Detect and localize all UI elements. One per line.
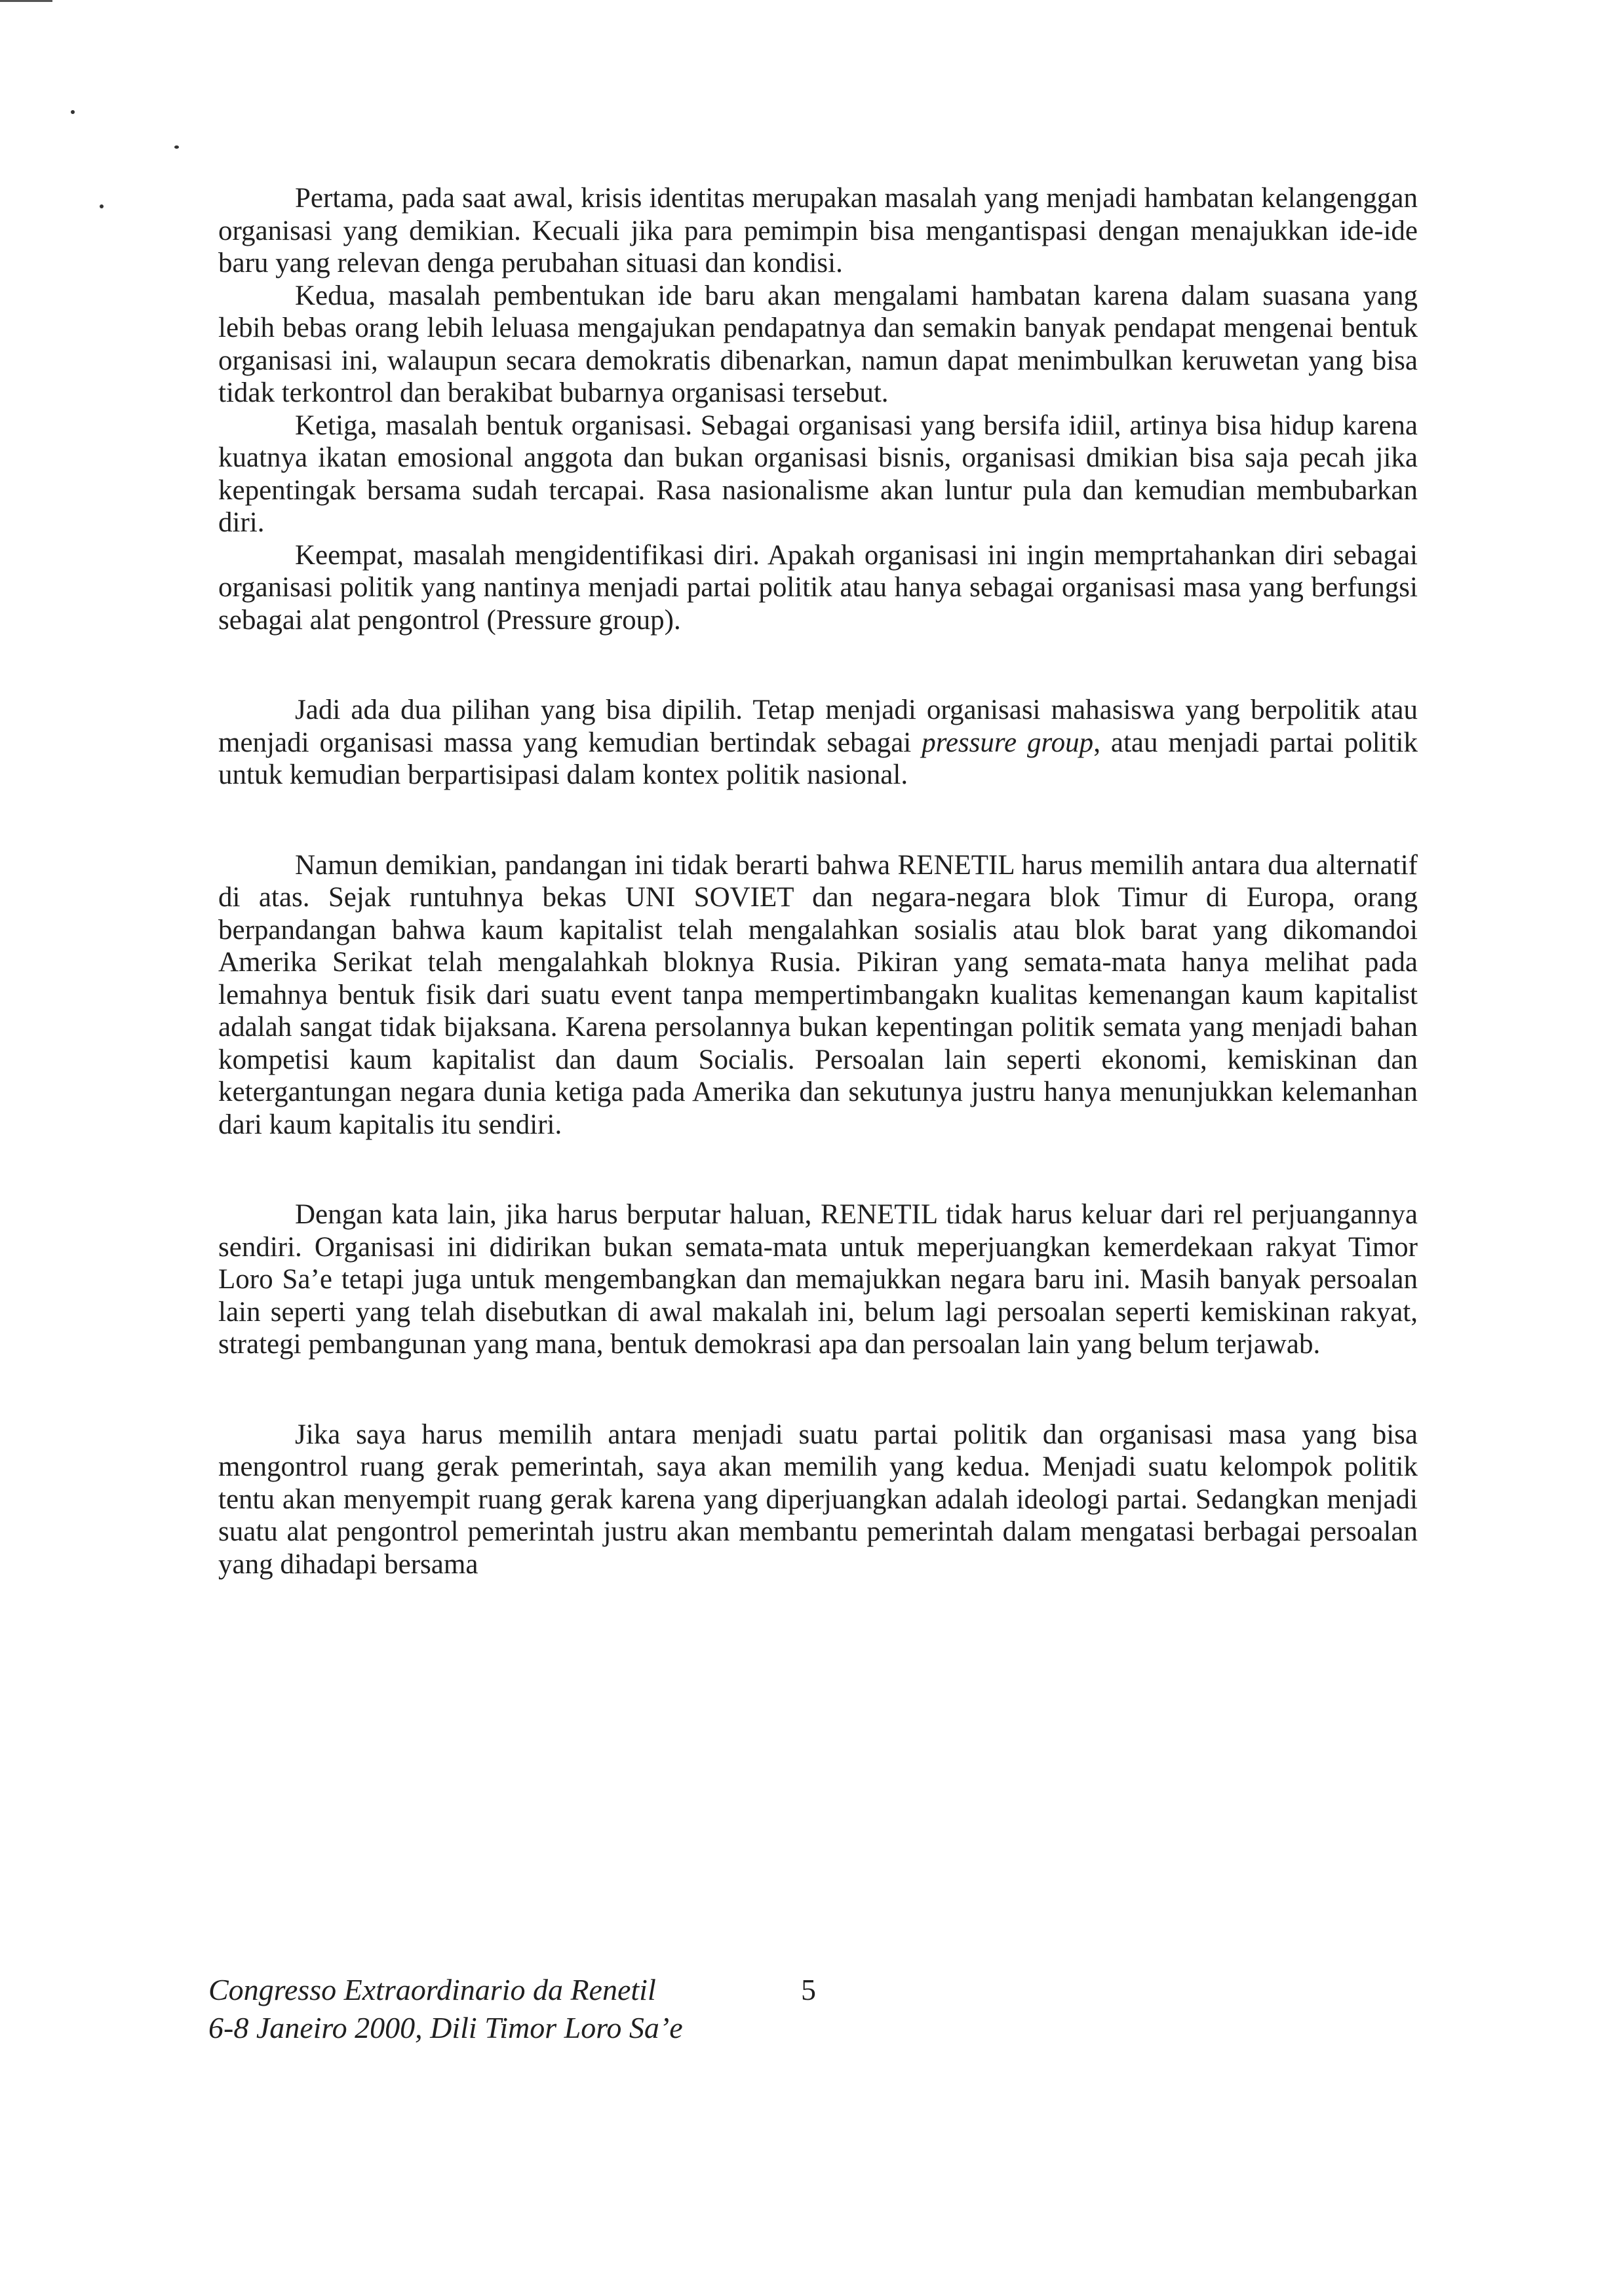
paragraph-pertama: Pertama, pada saat awal, krisis identitas merupakan masalah yang menjadi hambatan kelangenggan organisasi yang demikian. Kecuali jika para pemimpin bisa mengantispasi dengan menajukkan ide-ide baru yang relevan denga perubahan situasi dan kondisi. [218, 183, 1418, 278]
scan-dot [71, 110, 75, 114]
paragraph-keempat: Keempat, masalah mengidentifikasi diri. Apakah organisasi ini ingin memprtahankan diri sebagai organisasi politik yang nantinya menjadi partai politik atau hanya sebagai organisasi masa yang berfungsi sebagai alat pengontrol (Pressure group). [218, 539, 1418, 636]
scan-dot [174, 145, 179, 149]
scan-edge-mark [0, 0, 52, 2]
paragraph-namun: Namun demikian, pandangan ini tidak berarti bahwa RENETIL harus memilih antara dua alternatif di atas. Sejak runtuhnya bekas UNI SOVIET dan negara-negara blok Timur di Europa, orang berpandangan bahwa kaum kapitalist telah mengalahkan sosialis atau blok barat yang dikomandoi Amerika Serikat telah mengalahkah bloknya Rusia. Pikiran yang semata-mata hanya melihat pada lemahnya bentuk fisik dari suatu event tanpa mempertimbangakn kualitas kemenangan kaum kapitalist adalah sangat tidak bijaksana. Karena persolannya bukan kepentingan politik semata yang menjadi bahan kompetisi kaum kapitalist dan daum Socialis. Persoalan lain seperti ekonomi, kemiskinan dan ketergantungan negara dunia ketiga pada Amerika dan sekutunya justru hanya menunjukkan kelemanhan dari kaum kapitalis itu sendiri. [218, 849, 1418, 1140]
footer [208, 1971, 864, 2047]
footer-event-title: Congresso Extraordinario da Renetil [208, 1973, 656, 2006]
paragraph-ketiga: Ketiga, masalah bentuk organisasi. Sebagai organisasi yang bersifa idiil, artinya bisa hidup karena kuatnya ikatan emosional anggota dan bukan organisasi bisnis, organisasi dmikian bisa saja pecah jika kepentingak bersama sudah tercapai. Rasa nasionalisme akan luntur pula dan kemudian membubarkan diri. [218, 410, 1418, 538]
pressure-group-term: pressure group [922, 727, 1094, 758]
paragraph-pilihan-text: Jadi ada dua pilihan yang bisa dipilih. Tetap menjadi organisasi mahasiswa yang berpolitik atau menjadi organisasi massa yang kemudian bertindak sebagai [218, 695, 1418, 758]
page-number: 5 [801, 1973, 816, 2006]
footer-event-date-place: 6-8 Janeiro 2000, Dili Timor Loro Sa’e [208, 2011, 683, 2044]
paragraph-pilihan-text-end: , atau menjadi partai politik untuk kemudian berpartisipasi dalam kontex politik nasional. [218, 727, 1418, 790]
paragraph-jika-saya: Jika saya harus memilih antara menjadi suatu partai politik dan organisasi masa yang bisa mengontrol ruang gerak pemerintah, saya akan memilih yang kedua. Menjadi suatu kelompok politik tentu akan menyempit ruang gerak karena yang diperjuangkan adalah ideologi partai. Sedangkan menjadi suatu alat pengontrol pemerintah justru akan membantu pemerintah dalam mengatasi berbagai persoalan yang dihadapi bersama [218, 1419, 1418, 1580]
scan-dot [100, 204, 104, 208]
body-text [218, 182, 1418, 1580]
paragraph-kedua: Kedua, masalah pembentukan ide baru akan mengalami hambatan karena dalam suasana yang lebih bebas orang lebih leluasa mengajukan pendapatnya dan semakin banyak pendapat mengenai bentuk organisasi ini, walaupun secara demokratis dibenarkan, namun dapat menimbulkan keruwetan yang bisa tidak terkontrol dan berakibat bubarnya organisasi tersebut. [218, 280, 1418, 408]
paragraph-pilihan [218, 694, 1418, 792]
paragraph-dengan-kata-lain: Dengan kata lain, jika harus berputar haluan, RENETIL tidak harus keluar dari rel perjuangannya sendiri. Organisasi ini didirikan bukan semata-mata untuk meperjuangkan kemerdekaan rakyat Timor Loro Sa’e tetapi juga untuk mengembangkan dan memajukkan negara baru ini. Masih banyak persoalan lain seperti yang telah disebutkan di awal makalah ini, belum lagi persoalan seperti kemiskinan rakyat, strategi pembangunan yang mana, bentuk demokrasi apa dan persoalan lain yang belum terjawab. [218, 1199, 1418, 1360]
